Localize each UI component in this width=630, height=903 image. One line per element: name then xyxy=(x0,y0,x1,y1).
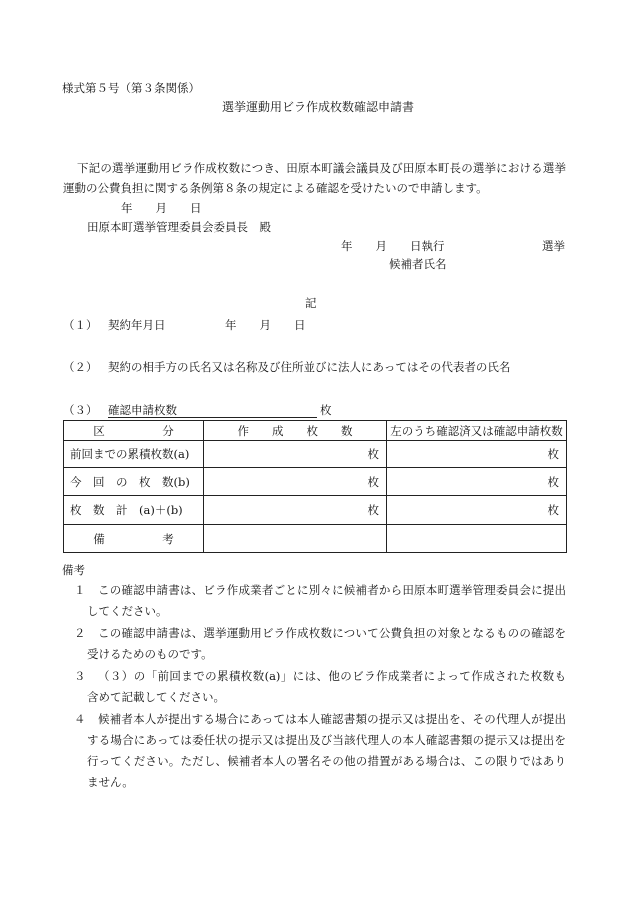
row-label: 備 考 xyxy=(64,525,204,553)
body-line-2: 運動の公費負担に関する条例第８条の規定による確認を受けたいので申請します。 xyxy=(63,181,488,195)
application-date: 年 月 日 xyxy=(121,201,202,215)
item-1-number: （１） xyxy=(63,318,98,332)
note-4-line: する場合にあっては委任状の提示又は提出及び当該代理人の本人確認書類の提示又は提出を xyxy=(87,733,566,747)
confirmed-count-cell: 枚 xyxy=(387,468,567,496)
form-number: 様式第５号（第３条関係） xyxy=(62,81,200,95)
created-count-cell: 枚 xyxy=(204,496,387,525)
item-2-label: 契約の相手方の氏名又は名称及び住所並びに法人にあってはその代表者の氏名 xyxy=(108,360,511,374)
note-1-line: してください。 xyxy=(87,604,168,618)
row-label: 前回までの累積枚数(a) xyxy=(64,441,204,468)
note-3-number: ３ xyxy=(74,669,86,683)
table-row xyxy=(64,525,567,553)
row-label: 枚 数 計 (a)＋(b) xyxy=(64,496,204,525)
table-row xyxy=(64,441,567,468)
note-2-line: この確認申請書は、選挙運動用ビラ作成枚数について公費負担の対象となるものの確認を xyxy=(98,626,566,640)
candidate-name-label: 候補者氏名 xyxy=(389,257,447,271)
row-label: 今 回 の 枚 数(b) xyxy=(64,468,204,496)
note-2-line: 受けるためのものです。 xyxy=(87,647,213,661)
note-2-number: ２ xyxy=(74,626,86,640)
note-1-number: １ xyxy=(74,583,86,597)
note-4-line: 候補者本人が提出する場合にあっては本人確認書類の提示又は提出を、その代理人が提出 xyxy=(98,712,566,726)
item-3-label: 確認申請枚数 xyxy=(108,403,317,418)
note-4-line: 行ってください。ただし、候補者本人の署名その他の措置がある場合は、この限りではあり xyxy=(87,754,566,768)
item-3-number: （３） xyxy=(63,403,98,417)
table-row xyxy=(64,496,567,525)
item-1-label: 契約年月日 xyxy=(108,318,166,332)
addressee: 田原本町選挙管理委員会委員長 殿 xyxy=(87,220,271,234)
item-2-number: （２） xyxy=(63,360,98,374)
header-category: 区 分 xyxy=(64,421,204,441)
ki-heading: 記 xyxy=(305,296,317,310)
item-3-field xyxy=(108,403,317,418)
note-3-line: 含めて記載してください。 xyxy=(87,690,225,704)
note-4-number: ４ xyxy=(74,712,86,726)
created-count-cell: 枚 xyxy=(204,441,387,468)
election-suffix: 選挙 xyxy=(542,239,565,253)
table-header-row xyxy=(64,421,567,441)
created-count-cell xyxy=(204,525,387,553)
created-count-cell: 枚 xyxy=(204,468,387,496)
note-3-line: （３）の「前回までの累積枚数(a)」には、他のビラ作成業者によって作成された枚数も xyxy=(98,669,566,683)
table-row xyxy=(64,468,567,496)
header-confirmed-count: 左のうち確認済又は確認申請枚数 xyxy=(387,421,567,441)
election-date: 年 月 日執行 xyxy=(341,239,445,253)
confirmed-count-cell: 枚 xyxy=(387,496,567,525)
confirmed-count-cell xyxy=(387,525,567,553)
body-line-1: 下記の選挙運動用ビラ作成枚数につき、田原本町議会議員及び田原本町長の選挙における選挙 xyxy=(77,161,566,175)
count-table xyxy=(63,420,567,553)
note-4-line: ません。 xyxy=(87,775,134,789)
note-1-line: この確認申請書は、ビラ作成業者ごとに別々に候補者から田原本町選挙管理委員会に提出 xyxy=(98,583,566,597)
item-3-unit: 枚 xyxy=(320,403,332,417)
header-created-count: 作 成 枚 数 xyxy=(204,421,387,441)
notes-heading: 備考 xyxy=(62,563,85,577)
form-title: 選挙運動用ビラ作成枚数確認申請書 xyxy=(222,100,415,114)
confirmed-count-cell: 枚 xyxy=(387,441,567,468)
item-1-date: 年 月 日 xyxy=(225,318,306,332)
